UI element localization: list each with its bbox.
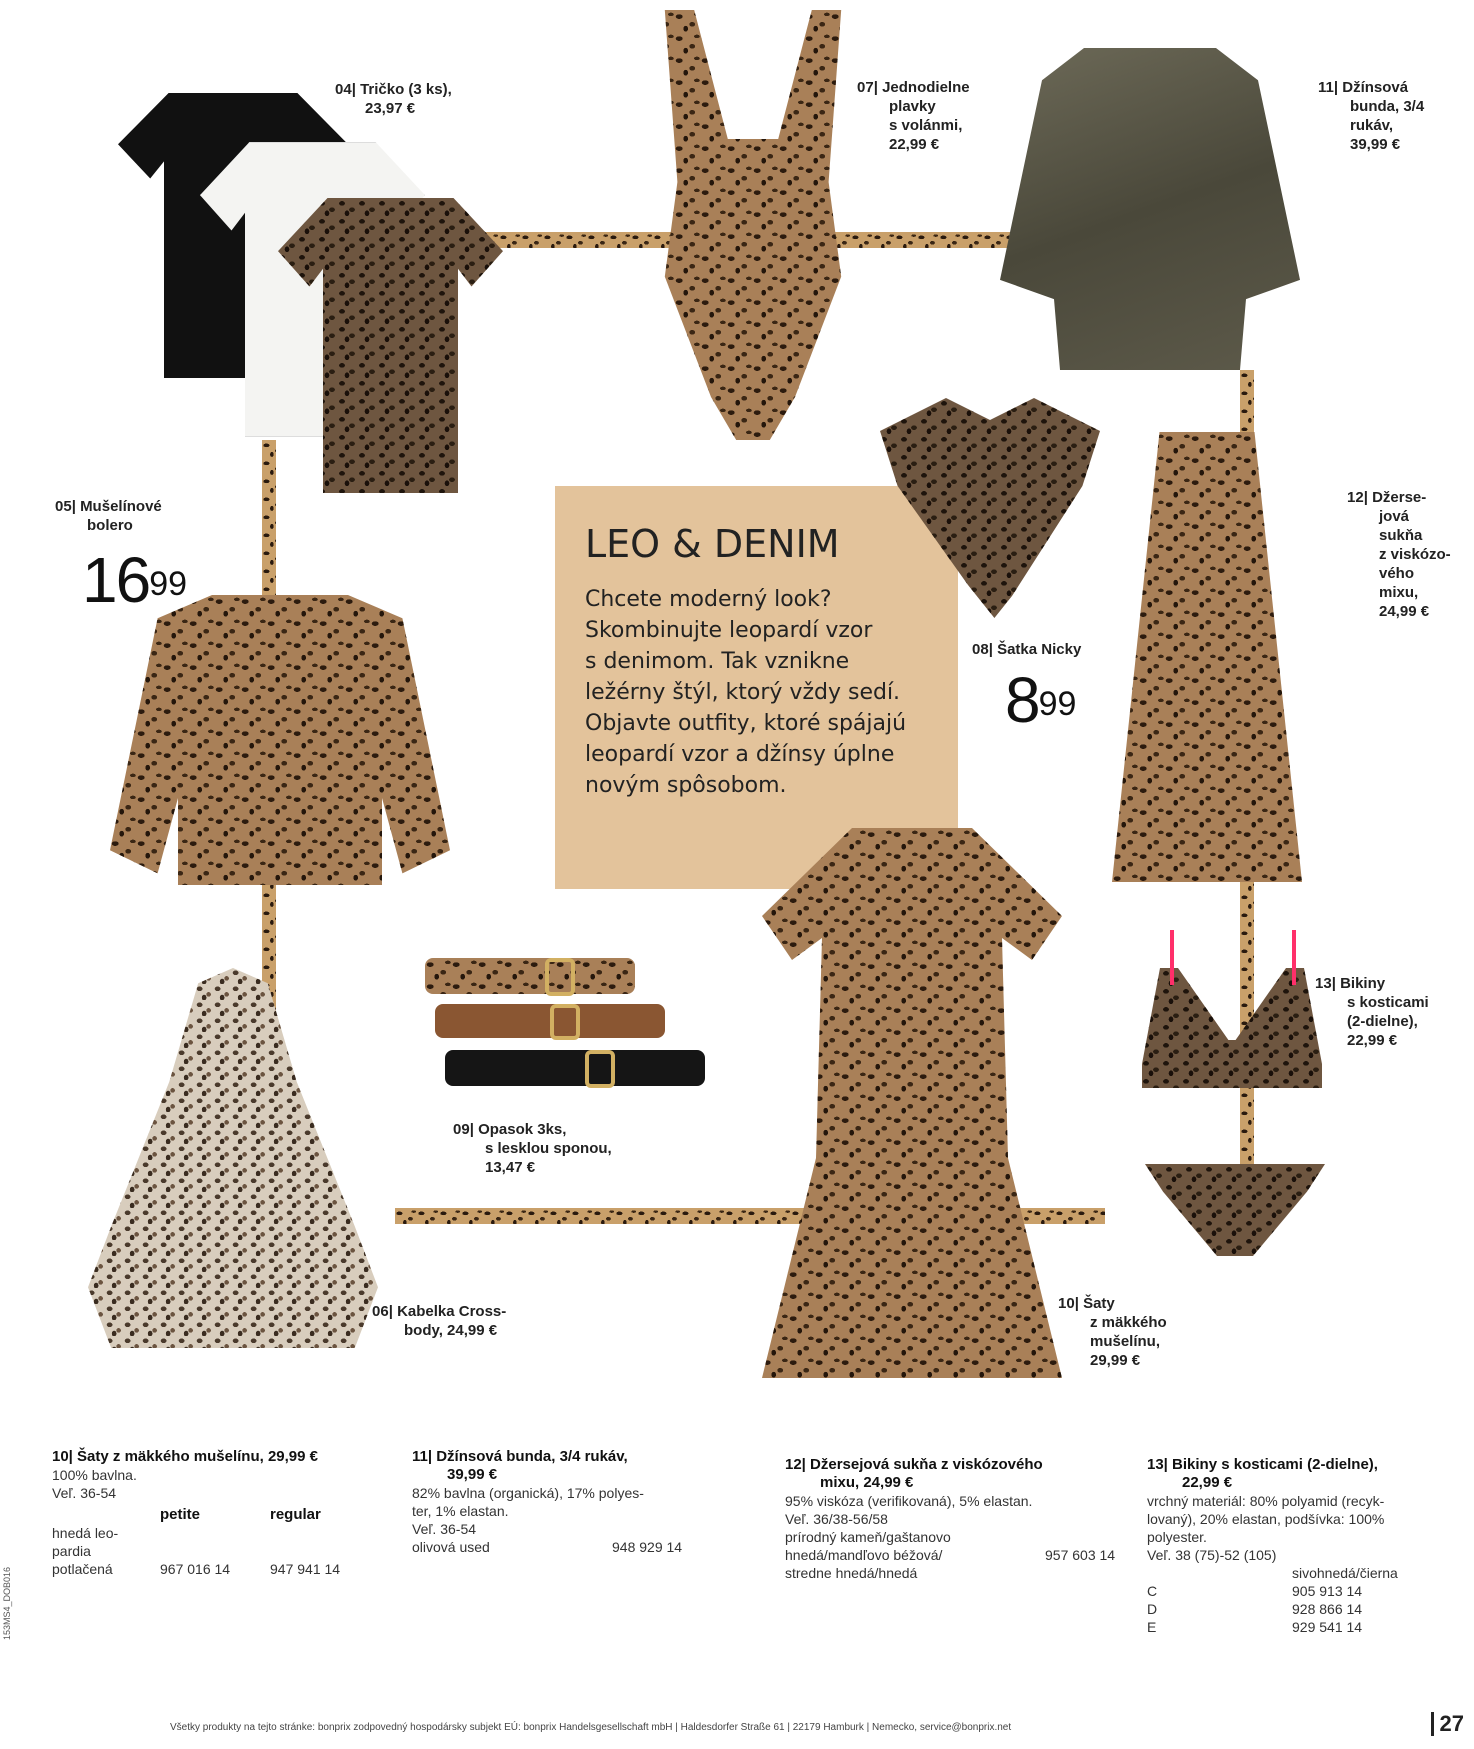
product-price: 13,47 € (485, 1159, 536, 1176)
product-number: 10 (1058, 1295, 1075, 1312)
product-name-line: bolero (87, 517, 133, 534)
details-12 (785, 1456, 1130, 1582)
product-label-13: 13| Bikiny s kosticami (2-dielne), 22,99 € (1315, 975, 1429, 1049)
product-name-line: Šaty (1083, 1295, 1115, 1312)
details-code: 948 929 14 (612, 1539, 683, 1555)
product-label-07: 07| Jednodielne plavky s volánmi, 22,99 € (857, 79, 970, 153)
product-price: 24,99 € (1379, 603, 1430, 620)
product-price: 22,99 € (889, 136, 940, 153)
product-name-line: vého (1379, 565, 1415, 582)
price-cents: 99 (149, 565, 188, 603)
info-line: ležérny štýl, ktorý vždy sedí. (585, 680, 901, 705)
details-11 (412, 1448, 732, 1556)
code-petite: 967 016 14 (160, 1561, 231, 1577)
product-name: Tričko (3 ks), (360, 81, 452, 98)
price-cents: 99 (1038, 685, 1077, 723)
product-name-line: z viskózo- (1379, 546, 1451, 563)
details-code: 929 541 14 (1292, 1619, 1363, 1635)
details-10 (52, 1448, 392, 1578)
details-color: olivová used (412, 1539, 490, 1555)
price-big-08 (1005, 664, 1077, 736)
info-line: leopardí vzor a džínsy úplne (585, 742, 895, 767)
details-color-line: pardia (52, 1543, 91, 1559)
col-regular: regular (270, 1506, 321, 1523)
details-color-line: stredne hnedá/hnedá (785, 1565, 918, 1581)
product-name-line: rukáv, (1350, 117, 1394, 134)
col-petite: petite (160, 1506, 201, 1523)
product-label-05: 05| Mušelínové bolero (55, 498, 162, 534)
details-heading-price: mixu, 24,99 € (820, 1474, 914, 1491)
cup-size: D (1147, 1601, 1158, 1617)
product-name-line: s kosticami (1347, 994, 1429, 1011)
cup-size: E (1147, 1619, 1157, 1635)
details-material: vrchný materiál: 80% polyamid (recyk- (1147, 1493, 1385, 1509)
cup-size: C (1147, 1583, 1158, 1599)
bikini-top-image (1142, 968, 1322, 1088)
details-heading-price: 22,99 € (1182, 1474, 1233, 1491)
info-text (585, 584, 930, 801)
info-line: novým spôsobom. (585, 773, 787, 798)
product-label-12: 12| Džerse- jová sukňa z viskózo- vého mixu, 24,99 € (1347, 489, 1451, 620)
bikini-strap-right (1292, 930, 1296, 985)
product-name-line: bunda, 3/4 (1350, 98, 1425, 115)
code-regular: 947 941 14 (270, 1561, 341, 1577)
price-main: 16 (82, 544, 150, 616)
product-label-04: 04| Tričko (3 ks), 23,97 € (335, 81, 452, 117)
details-material: 100% bavlna. (52, 1467, 137, 1483)
product-name-line: (2-dielne), (1347, 1013, 1418, 1030)
denim-jacket-image (1000, 48, 1300, 370)
product-name-line: sukňa (1379, 527, 1423, 544)
details-code: 928 866 14 (1292, 1601, 1363, 1617)
details-material: ter, 1% elastan. (412, 1503, 509, 1519)
info-title: LEO & DENIM (585, 522, 840, 566)
product-name-line: z mäkkého (1090, 1314, 1167, 1331)
product-name-line: Bikiny (1340, 975, 1386, 992)
info-line: Skombinujte leopardí vzor (585, 618, 873, 643)
details-heading: 13| Bikiny s kosticami (2-dielne), (1147, 1456, 1378, 1473)
details-size: Veľ. 38 (75)-52 (105) (1147, 1547, 1277, 1563)
product-number: 04 (335, 81, 352, 98)
product-number: 12 (1347, 489, 1364, 506)
product-name-line: body, 24,99 € (404, 1322, 498, 1339)
product-label-10: 10| Šaty z mäkkého mušelínu, 29,99 € (1058, 1295, 1167, 1369)
product-name-line: Mušelínové (80, 498, 162, 515)
product-price: 22,99 € (1347, 1032, 1398, 1049)
details-heading: 10| Šaty z mäkkého mušelínu, 29,99 € (52, 1448, 318, 1465)
price-big-05 (82, 544, 188, 616)
product-number: 08 (972, 641, 989, 658)
product-name-line: s volánmi, (889, 117, 963, 134)
product-name-line: Opasok 3ks, (478, 1121, 567, 1138)
product-name-line: mušelínu, (1090, 1333, 1161, 1350)
product-name-line: Džínsová (1342, 79, 1409, 96)
side-code: 153MS4_DOB016 (2, 1566, 12, 1640)
bikini-bottom-image (1145, 1164, 1325, 1256)
product-number: 11 (1318, 79, 1334, 96)
info-line: s denimom. Tak vznikne (585, 649, 850, 674)
product-name-line: Kabelka Cross- (397, 1303, 507, 1320)
product-name-line: Jednodielne (882, 79, 970, 96)
details-material: 82% bavlna (organická), 17% polyes- (412, 1485, 644, 1501)
skirt-image (1112, 432, 1302, 882)
product-number: 07 (857, 79, 874, 96)
details-heading: 11| Džínsová bunda, 3/4 rukáv, (412, 1448, 628, 1465)
bolero-image (110, 595, 450, 885)
product-label-09: 09| Opasok 3ks, s lesklou sponou, 13,47 € (453, 1121, 612, 1176)
product-number: 05 (55, 498, 72, 515)
page-number: 27 (1431, 1712, 1464, 1736)
price-main: 8 (1005, 664, 1039, 736)
bag-image (88, 968, 378, 1348)
footer-text: Všetky produkty na tejto stránke: bonprix zodpovedný hospodársky subjekt EÚ: bonprix Handelsgesellschaft mbH | Haldesdorfer Straße 61 | 22179 Hamburk | Nemecko, service@bonprix.net (170, 1722, 1012, 1733)
product-label-06: 06| Kabelka Cross- body, 24,99 € (372, 1303, 507, 1339)
product-name-line: s lesklou sponou, (485, 1140, 612, 1157)
details-heading: 12| Džersejová sukňa z viskózového (785, 1456, 1043, 1473)
product-name-line: mixu, (1379, 584, 1419, 601)
details-material: 95% viskóza (verifikovaná), 5% elastan. (785, 1493, 1033, 1509)
details-color: sivohnedá/čierna (1292, 1565, 1398, 1581)
details-color-line: hnedá leo- (52, 1525, 119, 1541)
product-number: 13 (1315, 975, 1332, 992)
product-name: Šatka Nicky (997, 641, 1082, 658)
details-material: polyester. (1147, 1529, 1207, 1545)
details-heading-price: 39,99 € (447, 1466, 498, 1483)
dress-image (762, 828, 1062, 1378)
belts-image (425, 958, 705, 1093)
product-number: 06 (372, 1303, 389, 1320)
details-material: lovaný), 20% elastan, podšívka: 100% (1147, 1511, 1385, 1527)
details-size: Veľ. 36-54 (412, 1521, 477, 1537)
info-line: Objavte outfity, ktoré spájajú (585, 711, 907, 736)
details-size: Veľ. 36/38-56/58 (785, 1511, 888, 1527)
details-color-line: prírodný kameň/gaštanovo (785, 1529, 951, 1545)
details-color-line: potlačená (52, 1561, 113, 1577)
product-number: 09 (453, 1121, 470, 1138)
product-name-line: Džerse- (1372, 489, 1427, 506)
details-13 (1147, 1456, 1467, 1636)
details-code: 957 603 14 (1045, 1547, 1116, 1563)
product-name-line: jová (1379, 508, 1410, 525)
product-name-line: plavky (889, 98, 936, 115)
product-label-11: 11| Džínsová bunda, 3/4 rukáv, 39,99 € (1318, 79, 1425, 153)
swimsuit-image (648, 10, 858, 440)
details-color-line: hnedá/mandľovo béžová/ (785, 1547, 943, 1563)
info-line: Chcete moderný look? (585, 587, 832, 612)
details-code: 905 913 14 (1292, 1583, 1363, 1599)
bikini-strap-left (1170, 930, 1174, 985)
product-price: 23,97 € (365, 100, 416, 117)
product-price: 29,99 € (1090, 1352, 1141, 1369)
details-size: Veľ. 36-54 (52, 1485, 117, 1501)
product-label-08: 08| Šatka Nicky (972, 641, 1082, 658)
product-price: 39,99 € (1350, 136, 1401, 153)
